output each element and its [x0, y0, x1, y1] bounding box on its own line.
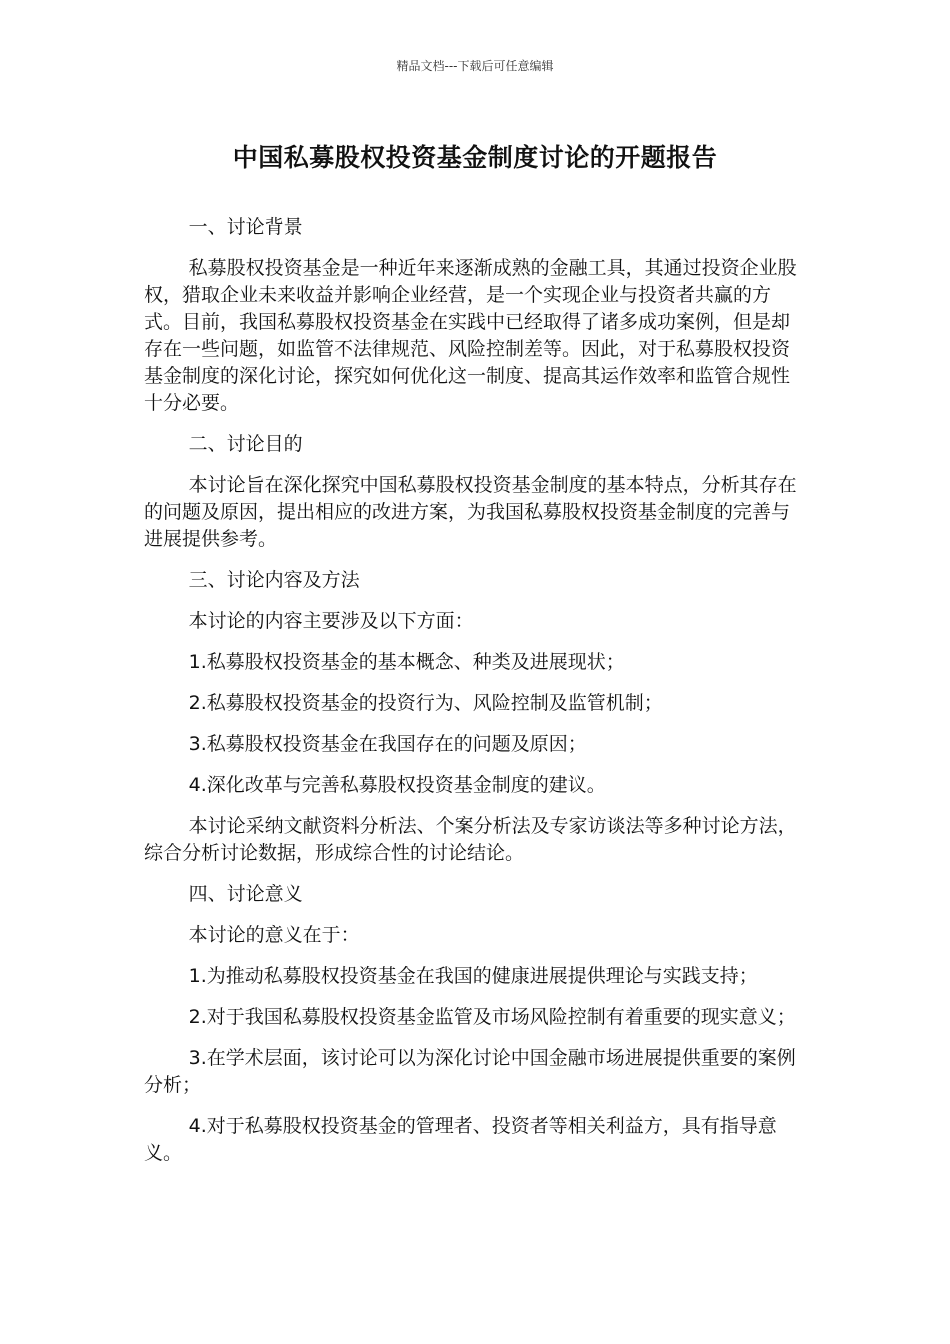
- section-heading-significance: 四、讨论意义: [188, 883, 303, 905]
- significance-item: 3.在学术层面，该讨论可以为深化讨论中国金融市场进展提供重要的案例分析；: [144, 1047, 796, 1096]
- significance-intro: 本讨论的意义在于：: [188, 924, 360, 946]
- content-item: 1.私募股权投资基金的基本概念、种类及进展现状；: [188, 651, 625, 673]
- purpose-paragraph: 本讨论旨在深化探究中国私募股权投资基金制度的基本特点，分析其存在的问题及原因，提出相应的改进方案，为我国私募股权投资基金制度的完善与进展提供参考。: [144, 474, 797, 550]
- section-heading-background: 一、讨论背景: [188, 216, 303, 238]
- significance-item: 2.对于我国私募股权投资基金监管及市场风险控制有着重要的现实意义；: [188, 1006, 796, 1028]
- document-body: [144, 214, 800, 1181]
- background-paragraph: 私募股权投资基金是一种近年来逐渐成熟的金融工具，其通过投资企业股权，猎取企业未来收益并影响企业经营，是一个实现企业与投资者共赢的方式。目前，我国私募股权投资基金在实践中已经取得了诸多成功案例，但是却存在一些问题，如监管不法律规范、风险控制差等。因此，对于私募股权投资基金制度的深化讨论，探究如何优化这一制度、提高其运作效率和监管合规性十分必要。: [144, 257, 797, 414]
- page-header-note: 精品文档---下载后可任意编辑: [396, 59, 554, 73]
- content-item: 4.深化改革与完善私募股权投资基金制度的建议。: [188, 774, 606, 796]
- section-heading-content-method: 三、讨论内容及方法: [188, 569, 360, 591]
- section-heading-purpose: 二、讨论目的: [188, 433, 303, 455]
- content-intro: 本讨论的内容主要涉及以下方面：: [188, 610, 474, 632]
- significance-item: 1.为推动私募股权投资基金在我国的健康进展提供理论与实践支持；: [188, 965, 758, 987]
- method-paragraph: 本讨论采纳文献资料分析法、个案分析法及专家访谈法等多种讨论方法，综合分析讨论数据，形成综合性的讨论结论。: [144, 815, 797, 864]
- significance-item: 4.对于私募股权投资基金的管理者、投资者等相关利益方，具有指导意义。: [144, 1115, 777, 1164]
- content-item: 3.私募股权投资基金在我国存在的问题及原因；: [188, 733, 587, 755]
- content-item: 2.私募股权投资基金的投资行为、风险控制及监管机制；: [188, 692, 663, 714]
- document-title: 中国私募股权投资基金制度讨论的开题报告: [232, 143, 718, 172]
